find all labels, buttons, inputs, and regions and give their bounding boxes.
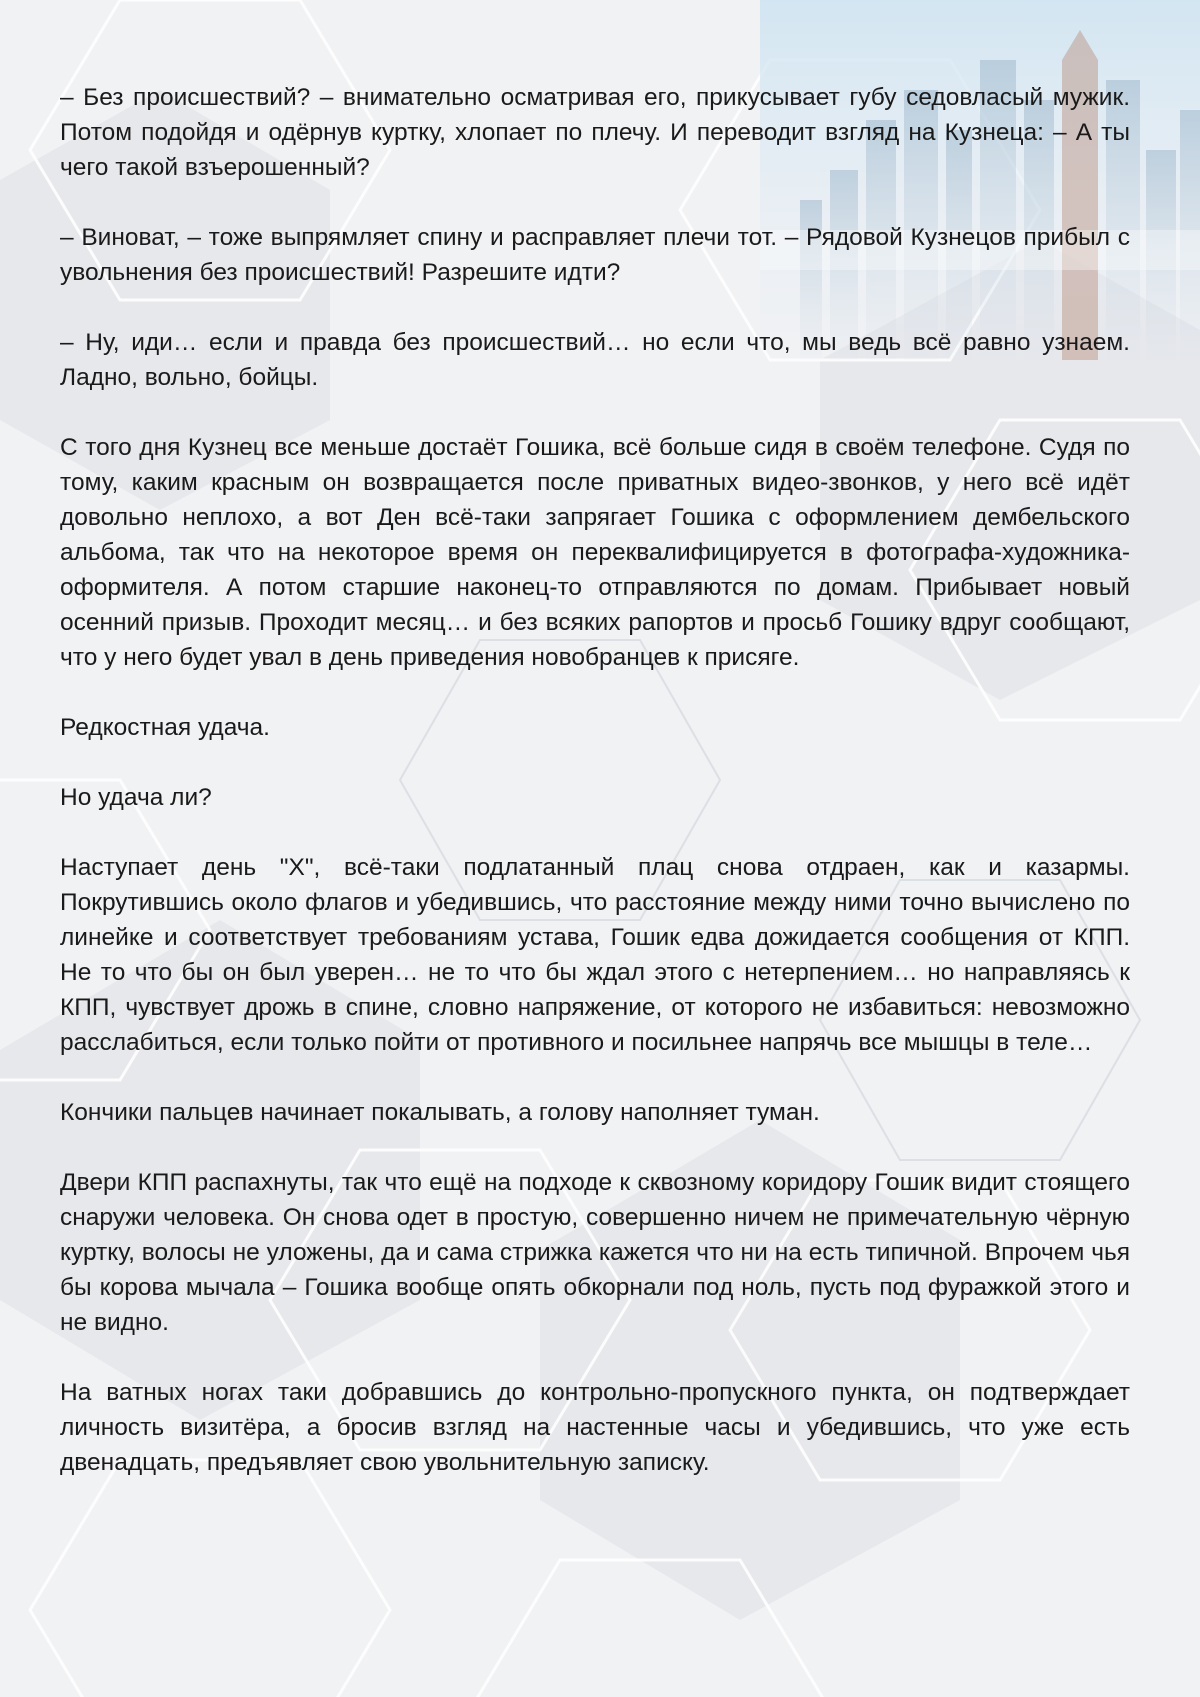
paragraph: С того дня Кузнец все меньше достаёт Гошика, всё больше сидя в своём телефоне. Судя по тому, каким красным он возвращается после приватных видео-звонков, у него всё идёт довольно неплохо, а вот Ден всё-таки запрягает Гошика с оформлением дембельского альбома, так что на некоторое время он переквалифицируется в фотографа-художника-оформителя. А потом старшие наконец-то отправляются по домам. Прибывает новый осенний призыв. Проходит месяц… и без всяких рапортов и просьб Гошику вдруг сообщают, что у него будет увал в день приведения новобранцев к присяге.	[60, 434, 1130, 671]
paragraph: – Ну, иди… если и правда без происшествий… но если что, мы ведь всё равно узнаем. Ладно, вольно, бойцы.	[60, 329, 1130, 391]
paragraph: Кончики пальцев начинает покалывать, а голову наполняет туман.	[60, 1099, 820, 1126]
paragraph: Редкостная удача.	[60, 714, 270, 741]
paragraph: На ватных ногах таки добравшись до контрольно-пропускного пункта, он подтверждает личность визитёра, а бросив взгляд на настенные часы и убедившись, что уже есть двенадцать, предъявляет свою увольнительную записку.	[60, 1379, 1130, 1476]
paragraph: Наступает день "Х", всё-таки подлатанный плац снова отдраен, как и казармы. Покрутившись около флагов и убедившись, что расстояние между ними точно вычислено по линейке и соответствует требованиям устава, Гошик едва дожидается сообщения от КПП. Не то что бы он был уверен… не то что бы ждал этого с нетерпением… но направляясь к КПП, чувствует дрожь в спине, словно напряжение, от которого не избавиться: невозможно расслабиться, если только пойти от противного и посильнее напрячь все мышцы в теле…	[60, 854, 1130, 1056]
paragraph: – Без происшествий? – внимательно осматривая его, прикусывает губу седовласый мужик. Потом подойдя и одёрнув куртку, хлопает по плечу. И переводит взгляд на Кузнеца: – А ты чего такой взъерошенный?	[60, 84, 1130, 181]
paragraph: Но удача ли?	[60, 784, 212, 811]
paragraph: – Виноват, – тоже выпрямляет спину и расправляет плечи тот. – Рядовой Кузнецов прибыл с увольнения без происшествий! Разрешите идти?	[60, 224, 1130, 286]
document-text	[60, 80, 1130, 1515]
paragraph: Двери КПП распахнуты, так что ещё на подходе к сквозному коридору Гошик видит стоящего снаружи человека. Он снова одет в простую, совершенно ничем не примечательную чёрную куртку, волосы не уложены, да и сама стрижка кажется что ни на есть типичной. Впрочем чья бы корова мычала – Гошика вообще опять обкорнали под ноль, пусть под фуражкой этого и не видно.	[60, 1169, 1130, 1336]
